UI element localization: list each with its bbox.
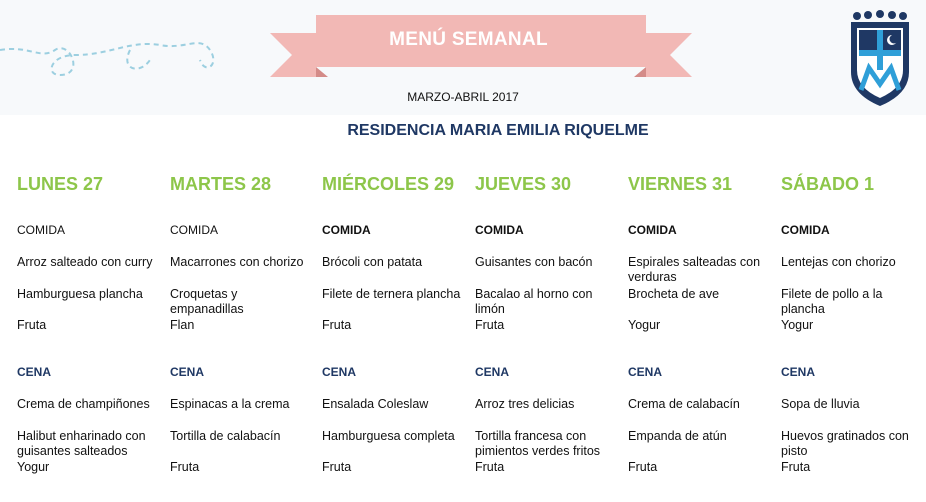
cena-item: Espinacas a la crema <box>170 397 290 411</box>
comida-label: COMIDA <box>475 223 524 237</box>
cena-item: Yogur <box>17 460 50 474</box>
day-column <box>17 173 162 474</box>
comida-item: Hamburguesa plancha <box>17 287 143 301</box>
cena-label: CENA <box>475 365 510 379</box>
cena-item: Crema de calabacín <box>628 397 740 411</box>
comida-item: Brócoli con patata <box>322 255 423 269</box>
cena-item: Fruta <box>475 460 505 474</box>
decorative-dashed-swirl <box>0 30 240 90</box>
day-heading: JUEVES 30 <box>475 174 572 194</box>
day-column <box>781 173 926 474</box>
day-column <box>475 173 620 474</box>
cena-item: Fruta <box>322 460 352 474</box>
comida-item: Flan <box>170 318 195 332</box>
comida-item: Bacalao al horno con limón <box>475 287 593 316</box>
menu-title: MENÚ SEMANAL <box>389 29 548 50</box>
cena-item: Empanda de atún <box>628 429 727 443</box>
comida-item: Yogur <box>628 318 661 332</box>
cena-label: CENA <box>781 365 816 379</box>
comida-item: Espirales salteadas con verduras <box>628 255 761 284</box>
comida-item: Filete de pollo a la plancha <box>781 287 883 316</box>
comida-item: Macarrones con chorizo <box>170 255 304 269</box>
cena-item: Ensalada Coleslaw <box>322 397 429 411</box>
cena-item: Fruta <box>781 460 811 474</box>
comida-label: COMIDA <box>170 223 218 237</box>
cena-item: Sopa de lluvia <box>781 397 860 411</box>
comida-item: Fruta <box>475 318 505 332</box>
comida-label: COMIDA <box>322 223 371 237</box>
comida-item: Brocheta de ave <box>628 287 720 301</box>
day-heading: VIERNES 31 <box>628 174 733 194</box>
comida-item: Croquetas y empanadillas <box>170 287 244 316</box>
day-column <box>170 173 315 474</box>
cena-item: Arroz tres delicias <box>475 397 575 411</box>
comida-item: Guisantes con bacón <box>475 255 593 269</box>
cena-label: CENA <box>322 365 357 379</box>
day-heading: SÁBADO 1 <box>781 174 875 194</box>
comida-label: COMIDA <box>781 223 830 237</box>
cena-item: Tortilla francesa con pimientos verdes fritos <box>475 429 601 458</box>
cena-item: Huevos gratinados con pisto <box>781 429 909 458</box>
comida-item: Arroz salteado con curry <box>17 255 153 269</box>
comida-item: Fruta <box>322 318 352 332</box>
comida-item: Yogur <box>781 318 814 332</box>
cena-item: Tortilla de calabacín <box>170 429 281 443</box>
cena-item: Fruta <box>170 460 200 474</box>
cena-item: Hamburguesa completa <box>322 429 455 443</box>
residence-name: RESIDENCIA MARIA EMILIA RIQUELME <box>347 122 649 139</box>
day-heading: MARTES 28 <box>170 174 272 194</box>
day-column <box>628 173 773 474</box>
comida-item: Filete de ternera plancha <box>322 287 461 301</box>
date-range: MARZO-ABRIL 2017 <box>407 90 519 104</box>
cena-item: Crema de champiñones <box>17 397 150 411</box>
day-heading: MIÉRCOLES 29 <box>322 174 455 194</box>
cena-item: Fruta <box>628 460 658 474</box>
comida-label: COMIDA <box>17 223 65 237</box>
cena-item: Halibut enharinado con guisantes salteados <box>17 429 146 458</box>
day-heading: LUNES 27 <box>17 174 104 194</box>
cena-label: CENA <box>17 365 52 379</box>
day-column <box>322 173 467 474</box>
comida-label: COMIDA <box>628 223 677 237</box>
cena-label: CENA <box>628 365 663 379</box>
comida-item: Lentejas con chorizo <box>781 255 896 269</box>
cena-label: CENA <box>170 365 205 379</box>
comida-item: Fruta <box>17 318 47 332</box>
